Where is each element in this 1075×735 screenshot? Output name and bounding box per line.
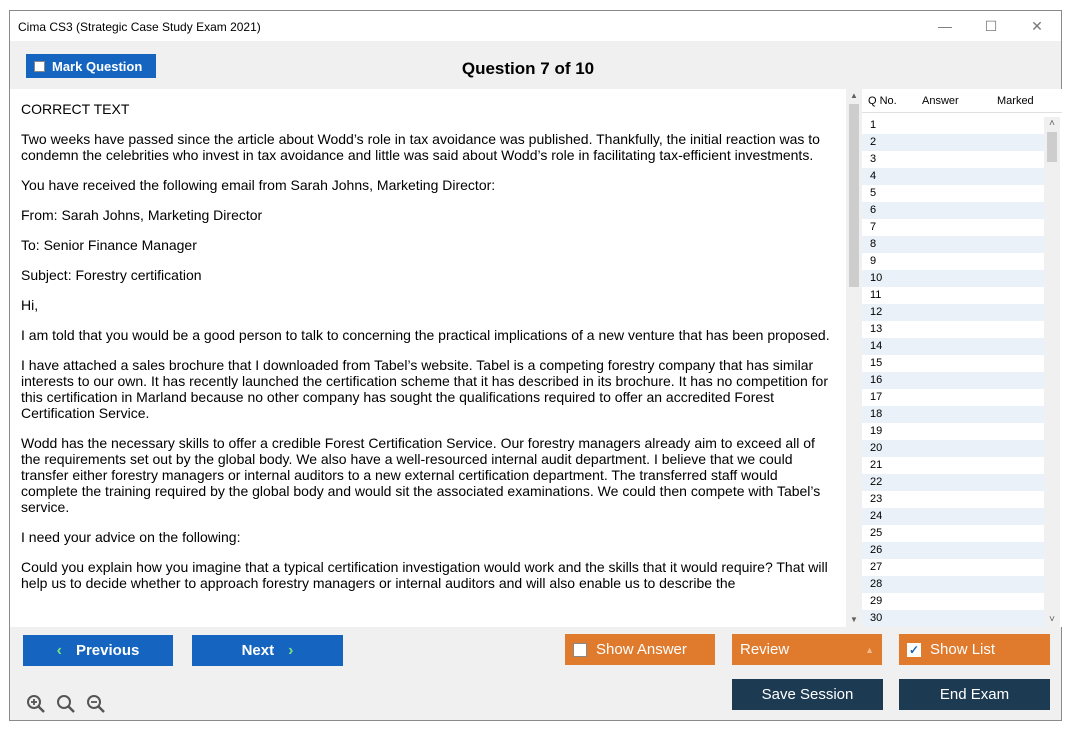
minimize-icon[interactable]: — <box>938 18 952 34</box>
question-list-row[interactable]: 2 <box>862 134 1044 151</box>
checked-checkbox-icon[interactable]: ✓ <box>908 642 920 657</box>
question-list-rows <box>862 117 1044 627</box>
header-qno: Q No. <box>868 95 897 107</box>
question-list-row[interactable]: 9 <box>870 255 877 267</box>
question-list-row[interactable]: 15 <box>870 357 883 369</box>
question-list-panel <box>862 89 1062 627</box>
question-paragraph: Could you explain how you imagine that a typical certification investigation would work and the skills that it would require? That will help us to decide whether to approach forestry managers or internal auditors and will also enable us to describe the <box>21 559 828 591</box>
question-text-panel <box>10 89 846 627</box>
question-list-row[interactable]: 14 <box>862 338 1044 355</box>
scroll-down-icon[interactable]: ▼ <box>850 615 858 624</box>
dropdown-arrow-icon: ▲ <box>865 644 874 655</box>
question-list-row[interactable]: 8 <box>862 236 1044 253</box>
question-title: Question 7 of 10 <box>461 59 595 78</box>
question-list-row[interactable]: 21 <box>870 459 883 471</box>
question-list-row[interactable]: 26 <box>862 542 1044 559</box>
next-label: Next <box>241 642 275 659</box>
show-list-button[interactable] <box>899 634 1050 665</box>
list-scroll-thumb[interactable] <box>1047 132 1057 162</box>
question-list-row[interactable]: 28 <box>862 576 1044 593</box>
question-list-row[interactable]: 12 <box>862 304 1044 321</box>
question-list-row[interactable]: 16 <box>862 372 1044 389</box>
scroll-thumb[interactable] <box>849 104 859 287</box>
end-exam-button[interactable]: End Exam <box>899 679 1050 710</box>
question-list-row[interactable]: 11 <box>870 289 882 301</box>
show-answer-label: Show Answer <box>596 641 687 658</box>
close-icon[interactable]: ✕ <box>1031 18 1043 34</box>
question-list-row[interactable]: 13 <box>870 323 883 335</box>
scroll-up-icon[interactable]: ▲ <box>850 91 858 100</box>
review-dropdown[interactable] <box>732 634 882 665</box>
question-paragraph: From: Sarah Johns, Marketing Director <box>21 207 263 223</box>
question-list-row[interactable]: 10 <box>862 270 1044 287</box>
list-scroll-up-icon[interactable]: ˄ <box>1049 118 1055 129</box>
question-list-row[interactable]: 29 <box>870 595 883 607</box>
review-label: Review <box>740 641 790 658</box>
question-list-row[interactable]: 27 <box>870 561 883 573</box>
app-window <box>9 10 1062 721</box>
question-paragraph: I need your advice on the following: <box>21 529 241 545</box>
save-session-button[interactable]: Save Session <box>732 679 883 710</box>
question-list-row[interactable]: 18 <box>862 406 1044 423</box>
show-answer-button[interactable] <box>565 634 715 665</box>
question-paragraph: I am told that you would be a good person to talk to concerning the practical implications of a new venture that has been proposed. <box>21 327 830 343</box>
question-paragraph: Two weeks have passed since the article about Wodd’s role in tax avoidance was published. Thankfully, the initial reaction was to condemn the celebrities who invest in tax avoidance and little was said about Wodd’s role in facilitating tax-efficient investments. <box>21 131 820 163</box>
question-list-row[interactable]: 20 <box>862 440 1044 457</box>
top-toolbar <box>10 41 1061 89</box>
header-marked: Marked <box>997 95 1034 107</box>
mark-question-label: Mark Question <box>52 58 143 74</box>
question-list-row[interactable]: 3 <box>870 153 877 165</box>
show-answer-checkbox-icon[interactable] <box>573 643 587 657</box>
question-paragraph: Hi, <box>21 297 39 313</box>
question-paragraph: You have received the following email from Sarah Johns, Marketing Director: <box>21 177 496 193</box>
question-list-row[interactable]: 25 <box>870 527 883 539</box>
question-list-row[interactable]: 7 <box>870 221 877 233</box>
question-list-row[interactable]: 17 <box>870 391 883 403</box>
zoom-out-icon[interactable] <box>86 694 106 714</box>
question-list-row[interactable]: 24 <box>862 508 1044 525</box>
question-list-row[interactable]: 22 <box>862 474 1044 491</box>
question-paragraph: CORRECT TEXT <box>21 101 130 117</box>
question-list-row[interactable]: 5 <box>870 187 877 199</box>
question-list-row[interactable]: 23 <box>870 493 883 505</box>
list-scroll-down-icon[interactable]: ˅ <box>1049 614 1055 625</box>
zoom-reset-icon[interactable] <box>56 694 76 714</box>
question-paragraph: Subject: Forestry certification <box>21 267 202 283</box>
question-list-header <box>862 89 1062 113</box>
chevron-left-icon: ‹ <box>56 641 62 659</box>
previous-button[interactable] <box>23 635 173 666</box>
maximize-icon[interactable]: ☐ <box>984 18 998 34</box>
question-list-row[interactable]: 30 <box>862 610 1044 627</box>
show-list-label: Show List <box>930 641 996 658</box>
question-list-row[interactable]: 6 <box>862 202 1044 219</box>
question-text <box>10 89 846 591</box>
chevron-right-icon: › <box>288 641 294 659</box>
question-list-row[interactable]: 4 <box>862 168 1044 185</box>
question-list-row[interactable]: 19 <box>870 425 883 437</box>
question-paragraph: Wodd has the necessary skills to offer a credible Forest Certification Service. Our forestry managers already aim to exceed all of the requirements set out by the global body. We also have a well-resourced internal audit department. I believe that we could transfer either forestry managers or internal auditors to a new external certification department. The transferred staff would complete the training required by the global body and would sit the associated examinations. We could then compete with Tabel’s service. <box>21 435 821 515</box>
window-title: Cima CS3 (Strategic Case Study Exam 2021) <box>18 20 261 34</box>
question-text-scrollbar[interactable] <box>846 89 862 627</box>
next-button[interactable] <box>192 635 343 666</box>
question-paragraph: To: Senior Finance Manager <box>21 237 197 253</box>
title-bar <box>10 11 1061 41</box>
question-paragraph: I have attached a sales brochure that I downloaded from Tabel’s website. Tabel is a competing forestry company that has similar interests to our own. It has recently launched the certification scheme that it has described in its brochure. It has no competition for this certification in Marland because no other company has sought the qualifications required to offer an accredited Forest Certification Service. <box>21 357 828 421</box>
zoom-in-icon[interactable] <box>26 694 46 714</box>
question-list-row[interactable]: 1 <box>870 119 877 131</box>
question-list-scrollbar[interactable] <box>1044 117 1060 627</box>
header-answer: Answer <box>922 95 959 107</box>
previous-label: Previous <box>75 642 140 659</box>
